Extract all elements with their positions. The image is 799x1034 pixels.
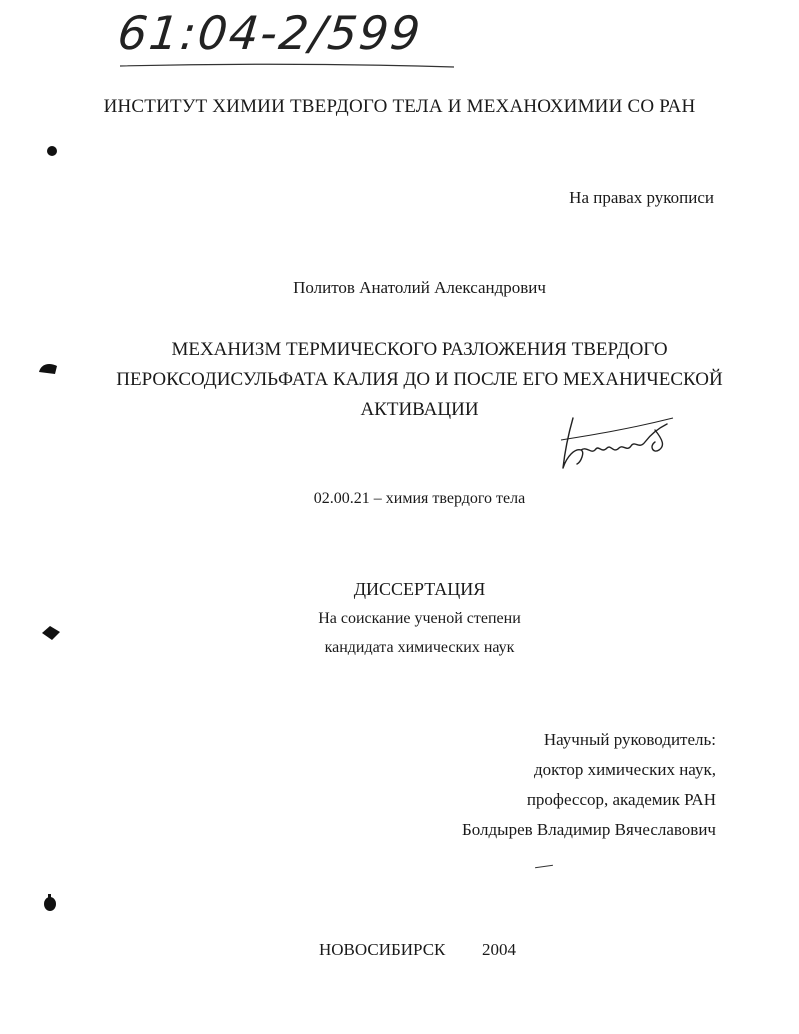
punch-hole-mark [44, 144, 60, 158]
manuscript-rights-note: На правах рукописи [569, 188, 714, 207]
handwritten-call-number: 61:04-2/599 [115, 6, 425, 60]
specialty-code: 02.00.21 – химия твердого тела [313, 490, 526, 507]
punch-hole-mark [37, 360, 59, 376]
year: 2004 [482, 940, 516, 959]
punch-hole-mark [40, 893, 60, 915]
city: НОВОСИБИРСК [319, 940, 446, 959]
thesis-title-line-1: МЕХАНИЗМ ТЕРМИЧЕСКОГО РАЗЛОЖЕНИЯ ТВЕРДОГО [171, 339, 668, 360]
punch-hole-mark [40, 624, 62, 642]
thesis-title-line-3: АКТИВАЦИИ [360, 399, 479, 420]
institute-name: ИНСТИТУТ ХИМИИ ТВЕРДОГО ТЕЛА И МЕХАНОХИМИИ СО РАН [103, 96, 696, 117]
supervisor-label: Научный руководитель: [543, 730, 716, 749]
call-number-underline [118, 60, 458, 72]
supervisor-degree: доктор химических наук, [533, 760, 716, 779]
pen-mark [535, 865, 553, 868]
author-name: Политов Анатолий Александрович [293, 278, 546, 297]
handwritten-signature [555, 410, 680, 472]
degree-sought-line-2: кандидата химических наук [324, 639, 515, 656]
document-type: ДИССЕРТАЦИЯ [353, 579, 486, 599]
degree-sought-line-1: На соискание ученой степени [318, 610, 521, 627]
thesis-title-line-2: ПЕРОКСОДИСУЛЬФАТА КАЛИЯ ДО И ПОСЛЕ ЕГО МЕХАНИЧЕСКОЙ [116, 369, 723, 390]
supervisor-position: профессор, академик РАН [526, 790, 716, 809]
supervisor-name: Болдырев Владимир Вячеславович [462, 820, 716, 839]
